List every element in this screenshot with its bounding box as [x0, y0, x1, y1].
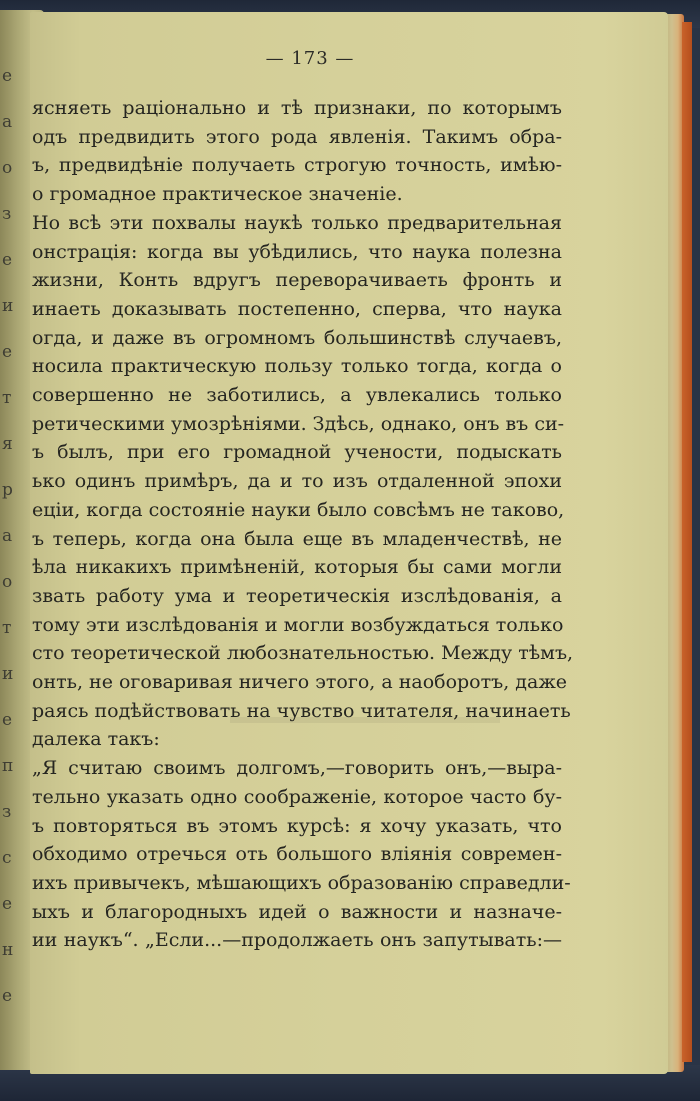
text-line: ретическими умозрѣніями. Здѣсь, однако, онъ въ си- — [32, 412, 565, 435]
text-line: „Я считаю своимъ долгомъ,—говорить онъ,—выра- — [32, 757, 562, 780]
facing-page-fragment: п — [2, 758, 14, 775]
text-line: ихъ привычекъ, мѣшающихъ образованію справедли- — [32, 871, 571, 894]
text-line: далека такъ: — [32, 728, 160, 751]
text-line: носила практическую пользу только тогда, когда о — [32, 355, 562, 378]
text-line: ыхъ и благородныхъ идей о важности и назначе- — [32, 900, 562, 923]
text-line: совершенно не заботились, а увлекались только — [32, 384, 562, 407]
facing-page-fragment: я — [2, 436, 13, 453]
text-line: раясь подѣйствовать на чувство читателя, начинаеть — [32, 699, 571, 722]
text-line: ъ былъ, при его громадной учености, подыскать — [32, 441, 562, 464]
text-line: звать работу ума и теоретическія изслѣдованія, а — [32, 584, 562, 607]
page-number: — 173 — — [265, 48, 355, 69]
facing-page-fragment: е — [2, 68, 13, 85]
text-line: тельно указать одно соображеніе, которое часто бу- — [32, 785, 562, 808]
facing-page-fragment: е — [2, 344, 13, 361]
facing-page-fragment: о — [2, 160, 13, 177]
facing-page-fragment: е — [2, 252, 13, 269]
text-line: о громадное практическое значеніе. — [32, 183, 403, 206]
facing-page-fragment: а — [2, 114, 13, 131]
text-line: инаеть доказывать постепенно, сперва, что наука — [32, 297, 562, 320]
text-line: ѣла никакихъ примѣненій, которыя бы сами могли — [32, 556, 562, 579]
text-line: ько одинъ примѣръ, да и то изъ отдаленной эпохи — [32, 470, 562, 493]
facing-page-fragment: н — [2, 942, 14, 959]
facing-page-fragment: т — [2, 390, 12, 407]
text-line: онть, не оговаривая ничего этого, а наоборотъ, даже — [32, 671, 568, 694]
facing-page-fragment: т — [2, 620, 12, 637]
facing-page-fragment: е — [2, 988, 13, 1005]
book-cover-edge — [682, 22, 692, 1062]
text-line: еціи, когда состояніе науки было совсѣмъ не таково, — [32, 498, 565, 521]
facing-page-fragment: е — [2, 712, 13, 729]
text-line: одъ предвидить этого рода явленія. Такимъ обра- — [32, 125, 562, 148]
text-line: ъ повторяться въ этомъ курсѣ: я хочу указать, что — [32, 814, 562, 837]
facing-page-fragment: р — [2, 482, 13, 499]
body-text — [32, 94, 574, 955]
facing-page-fragment: з — [2, 206, 12, 223]
text-line: огда, и даже въ огромномъ большинствѣ случаевъ, — [32, 326, 562, 349]
facing-page-fragment: и — [2, 298, 14, 315]
text-line: сто теоретической любознательностью. Между тѣмъ, — [32, 642, 574, 665]
facing-page-fragment: а — [2, 528, 13, 545]
text-line: ии наукъ“. „Если...—продолжаеть онъ запутывать:— — [32, 929, 562, 952]
facing-page-fragment: и — [2, 666, 14, 683]
facing-page-fragment: е — [2, 896, 13, 913]
text-line: онстрація: когда вы убѣдились, что наука полезна — [32, 240, 562, 263]
text-line: обходимо отречься оть большого вліянія современ- — [32, 843, 562, 866]
text-line: ъ, предвидѣніе получаеть строгую точность, имѣю- — [32, 154, 562, 177]
text-line: Но всѣ эти похвалы наукѣ только предварительная — [32, 211, 562, 234]
facing-page-fragment: з — [2, 804, 12, 821]
facing-page-fragment: о — [2, 574, 13, 591]
text-line: жизни, Конть вдругъ переворачиваеть фронть и — [32, 269, 562, 292]
facing-page-fragment: с — [2, 850, 12, 867]
text-line: ъ теперь, когда она была еще въ младенчествѣ, не — [32, 527, 562, 550]
text-line: тому эти изслѣдованія и могли возбуждаться только — [32, 613, 564, 636]
text-line: ясняеть раціонально и тѣ признаки, по которымъ — [32, 97, 562, 119]
book-page — [30, 12, 668, 1074]
